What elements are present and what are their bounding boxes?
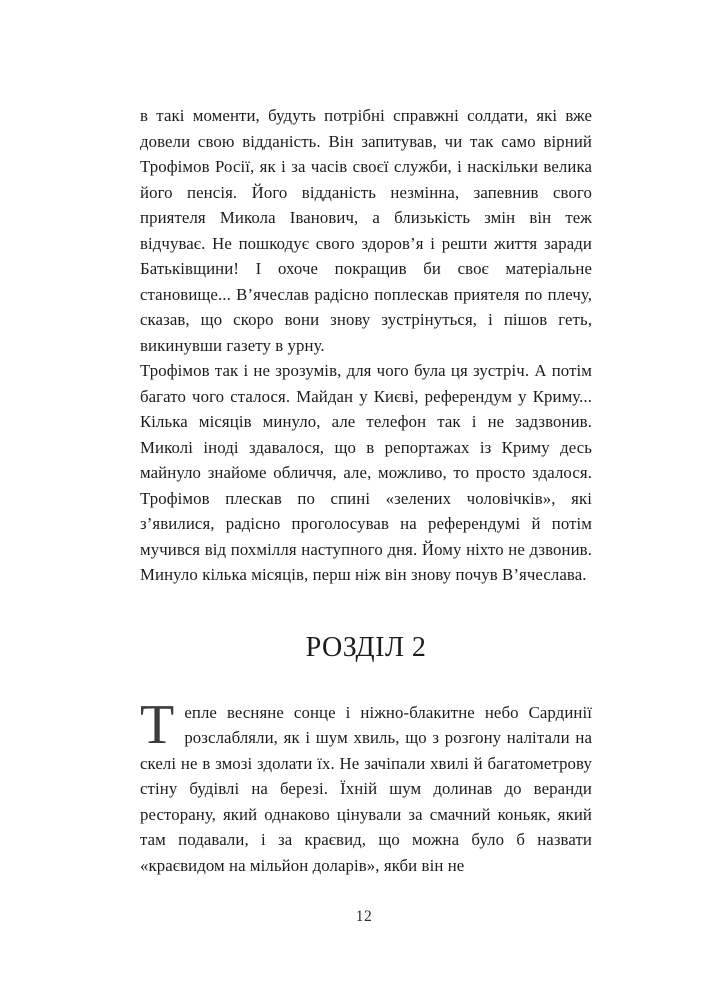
page-number: 12	[355, 908, 373, 925]
paragraph-continuation: в такі моменти, будуть потрібні справжні солдати, які вже довели свою відданість. Він запитував, чи так само вірний Трофімов Росії, як і за часів своєї служби, і наскільки велика його пенсія. Його відданість незмінна, запевнив свого приятеля Микола Іванович, а близькість змін він теж відчуває. Не пошкодує свого здоров’я і решти життя заради Батьківщини! І охоче покращив би своє матеріальне становище... В’ячеслав радісно поплескав приятеля по плечу, сказав, що скоро вони знову зустрінуться, і пішов геть, викинувши газету в урну.	[140, 106, 592, 355]
drop-cap: Т	[140, 693, 175, 756]
chapter-opening-paragraph	[140, 693, 592, 879]
paragraph: Трофімов так і не зрозумів, для чого була ця зустріч. А потім багато чого сталося. Майдан у Києві, референдум у Криму... Кілька місяців минуло, але телефон так і не задзвонив. Миколі іноді здавалося, що в репортажах із Криму десь майнуло знайоме обличчя, але, можливо, то просто здалося. Трофімов плескав по спині «зелених чоловічків», які з’явилися, радісно проголосував на референдумі й потім мучився від похмілля наступного дня. Йому ніхто не дзвонив. Минуло кілька місяців, перш ніж він знову почув В’ячеслава.	[140, 361, 592, 584]
chapter-opening-text: епле весняне сонце і ніжно-блакитне небо Сардинії розслабляли, як і шум хвиль, що з розгону налітали на скелі не в змозі здолати їх. Не зачіпали хвилі й багатометрову стіну будівлі на березі. Їхній шум долинав до веранди ресторану, який однаково цінували за смачний коньяк, який там подавали, і за краєвид, що можна було б назвати «краєвидом на мільйон доларів», якби він не	[140, 702, 592, 875]
chapter-heading: РОЗДІЛ 2	[305, 631, 427, 663]
text-block	[140, 103, 592, 878]
